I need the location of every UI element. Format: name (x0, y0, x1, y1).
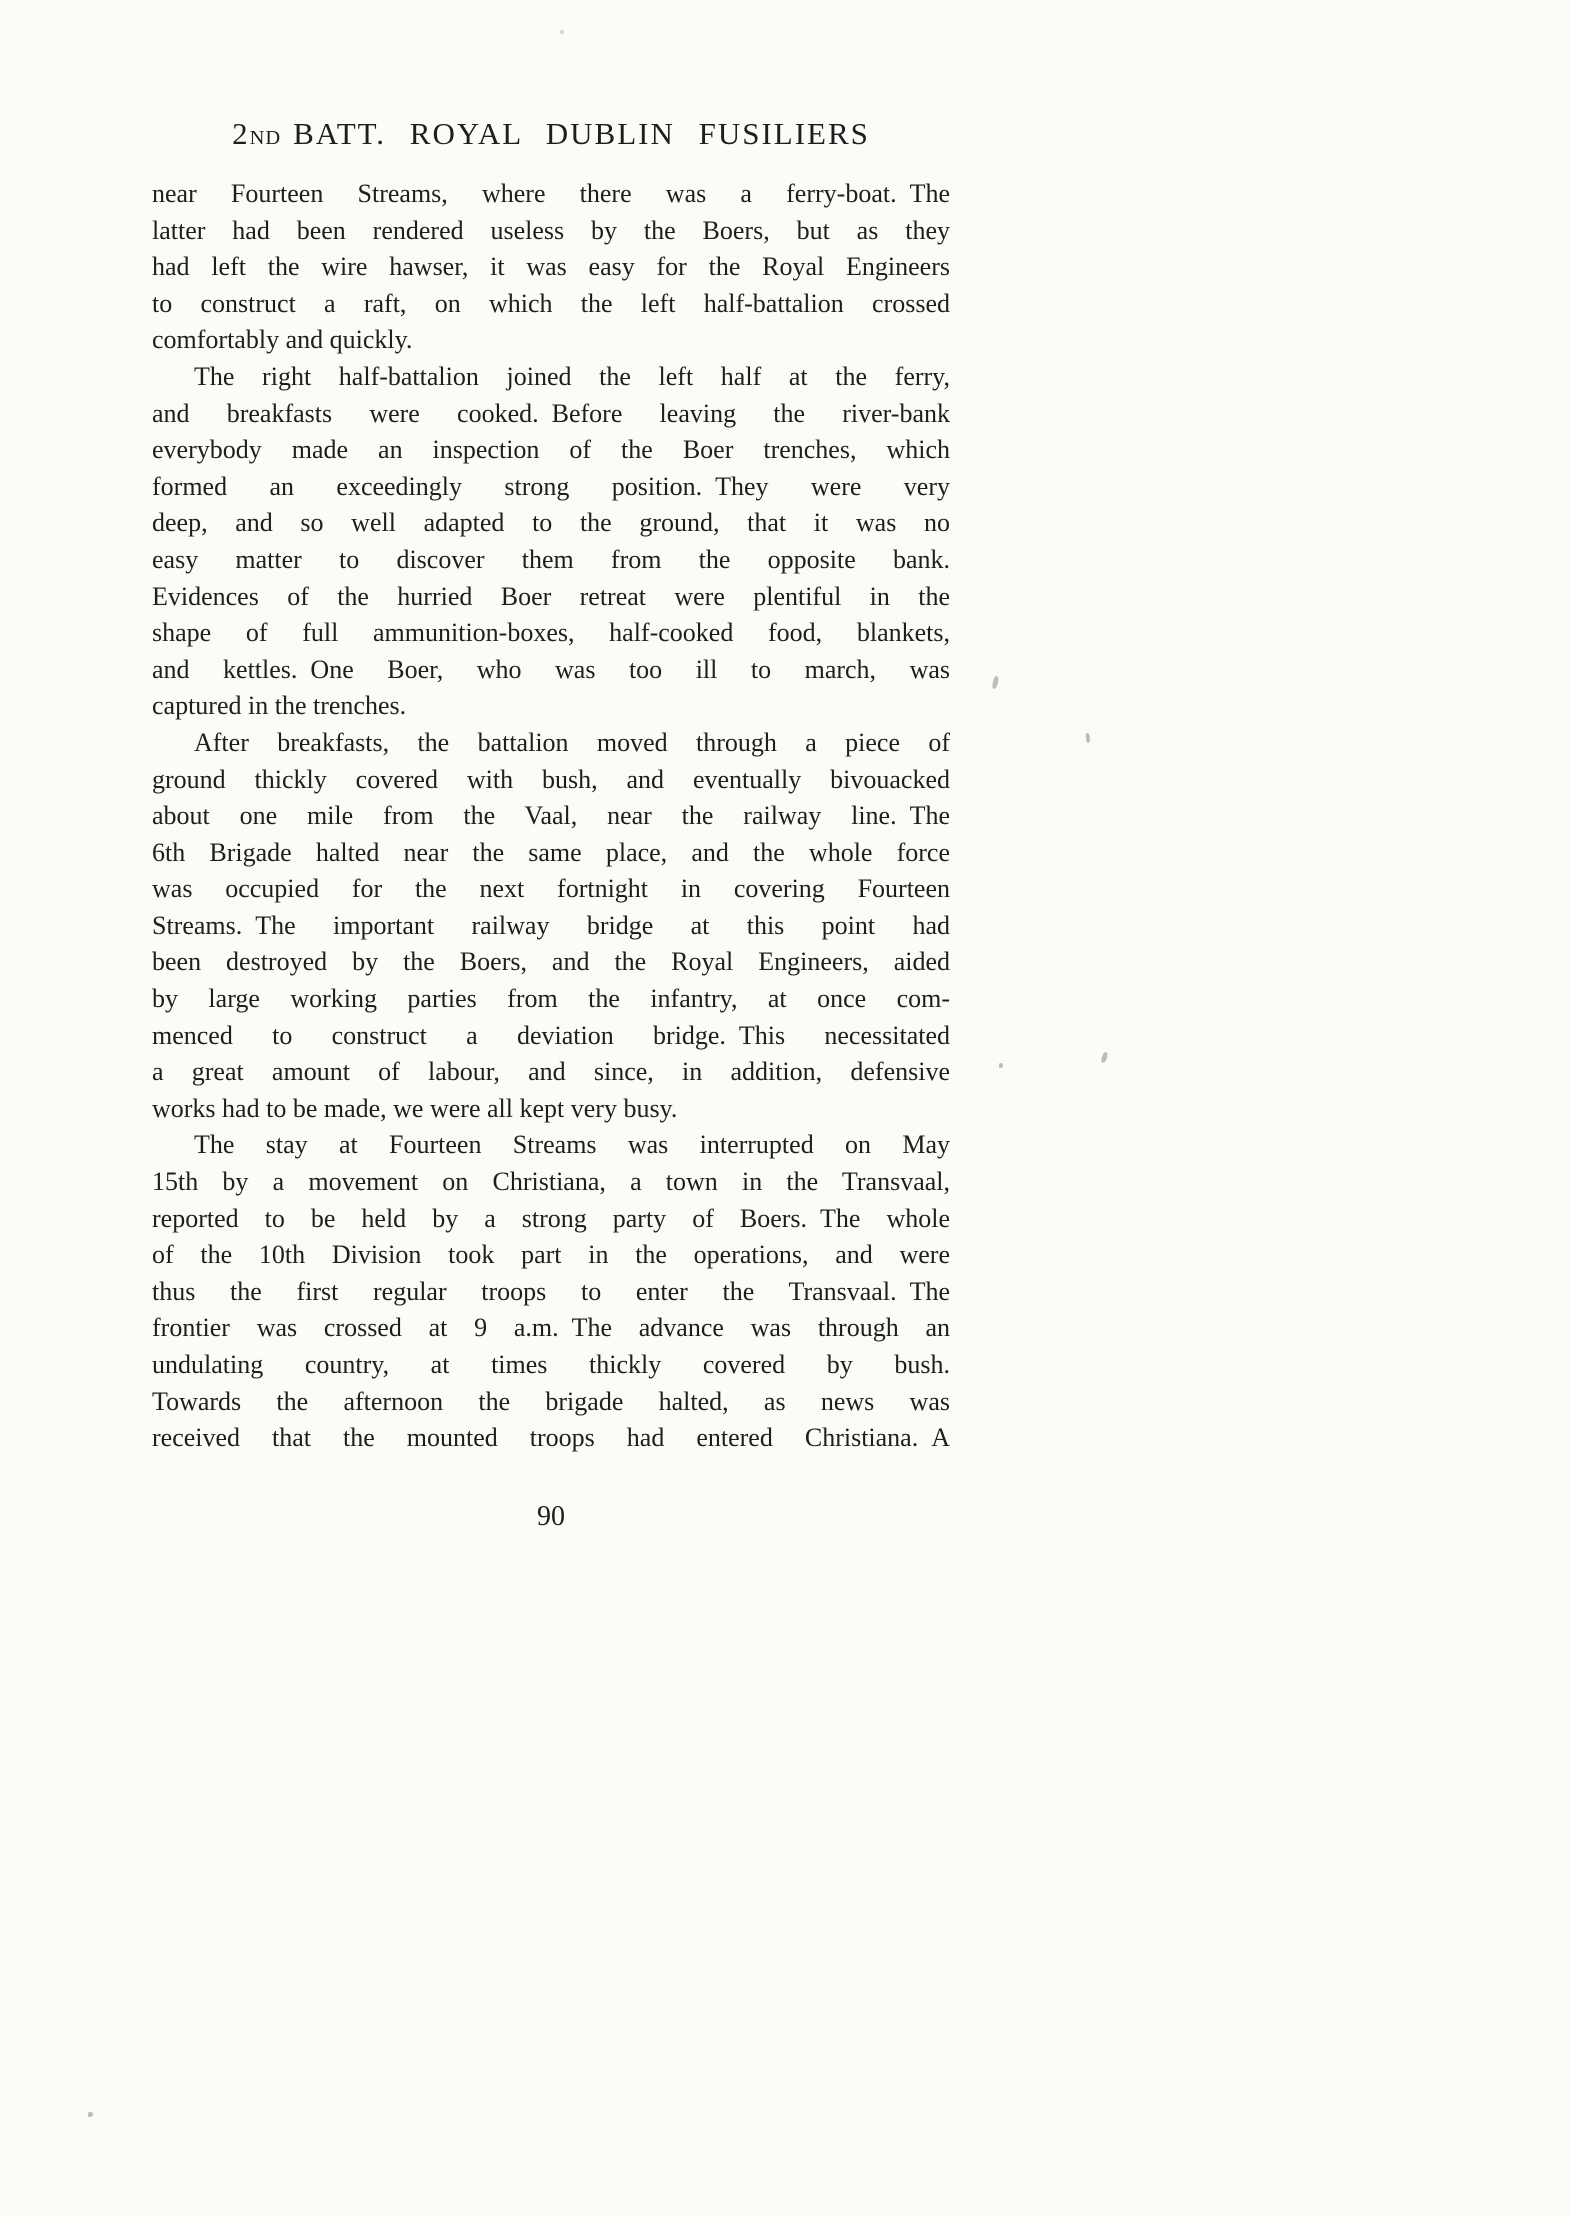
text-line: reported to be held by a strong party of Boers. The whole (152, 1203, 950, 1233)
scan-artifact (1085, 733, 1090, 743)
text-line: formed an exceedingly strong position. They were very (152, 471, 950, 501)
scan-artifact (560, 30, 564, 34)
text-line: undulating country, at times thickly covered by bush. (152, 1350, 950, 1379)
text-line: been destroyed by the Boers, and the Royal Engineers, aided (152, 947, 950, 977)
text-line: latter had been rendered useless by the Boers, but as they (152, 215, 950, 245)
text-line: Towards the afternoon the brigade halted, as news was (152, 1386, 950, 1416)
text-line: everybody made an inspection of the Boer trenches, which (152, 435, 950, 465)
text-line: 6th Brigade halted near the same place, and the whole force (152, 837, 950, 867)
text-line: and breakfasts were cooked. Before leaving the river-bank (152, 398, 950, 428)
page-header (152, 112, 950, 160)
text-line: comfortably and quickly. (152, 325, 413, 355)
text-line: had left the wire hawser, it was easy for the Royal Engineers (152, 252, 950, 282)
header-number: 2 (232, 116, 250, 151)
text-line: and kettles. One Boer, who was too ill to march, was (152, 654, 950, 684)
text-line: The stay at Fourteen Streams was interrupted on May (194, 1130, 950, 1160)
scan-artifact (999, 1063, 1003, 1068)
paragraph (152, 359, 950, 725)
scan-artifact (992, 676, 1000, 690)
text-line: by large working parties from the infantry, at once com- (152, 984, 950, 1014)
paragraph (152, 1127, 950, 1456)
text-line: menced to construct a deviation bridge. This necessitated (152, 1020, 950, 1050)
text-line: to construct a raft, on which the left half-battalion crossed (152, 288, 950, 318)
text-line: deep, and so well adapted to the ground, that it was no (152, 508, 950, 538)
text-line: about one mile from the Vaal, near the railway line. The (152, 801, 950, 831)
text-line: frontier was crossed at 9 a.m. The advance was through an (152, 1313, 950, 1343)
text-line: The right half-battalion joined the left half at the ferry, (194, 361, 950, 391)
page-number: 90 (537, 1500, 565, 1532)
text-line: shape of full ammunition-boxes, half-cooked food, blankets, (152, 618, 950, 648)
text-line: a great amount of labour, and since, in addition, defensive (152, 1057, 950, 1087)
text-line: thus the first regular troops to enter the Transvaal. The (152, 1276, 950, 1306)
text-line: easy matter to discover them from the opposite bank. (152, 544, 950, 574)
text-line: captured in the trenches. (152, 691, 407, 721)
text-line: near Fourteen Streams, where there was a ferry-boat. The (152, 179, 950, 208)
header-ordinal: ND (249, 127, 282, 149)
text-line: Evidences of the hurried Boer retreat were plentiful in the (152, 581, 950, 611)
text-line: was occupied for the next fortnight in covering Fourteen (152, 874, 950, 904)
scan-artifact (1100, 1051, 1108, 1063)
text-line: ground thickly covered with bush, and eventually bivouacked (152, 764, 950, 794)
text-line: After breakfasts, the battalion moved through a piece of (194, 727, 950, 757)
text-line: works had to be made, we were all kept very busy. (152, 1093, 678, 1123)
text-line: of the 10th Division took part in the operations, and were (152, 1240, 950, 1270)
scan-artifact (88, 2112, 93, 2117)
page-body (152, 176, 950, 1457)
text-line: 15th by a movement on Christiana, a town in the Transvaal, (152, 1167, 950, 1197)
text-line: Streams. The important railway bridge at this point had (152, 910, 950, 940)
header-title: BATT. ROYAL DUBLIN FUSILIERS (293, 116, 870, 151)
paragraph (152, 176, 950, 359)
text-line: received that the mounted troops had entered Christiana. A (152, 1423, 950, 1453)
paragraph (152, 725, 950, 1128)
text-block (152, 112, 950, 1533)
